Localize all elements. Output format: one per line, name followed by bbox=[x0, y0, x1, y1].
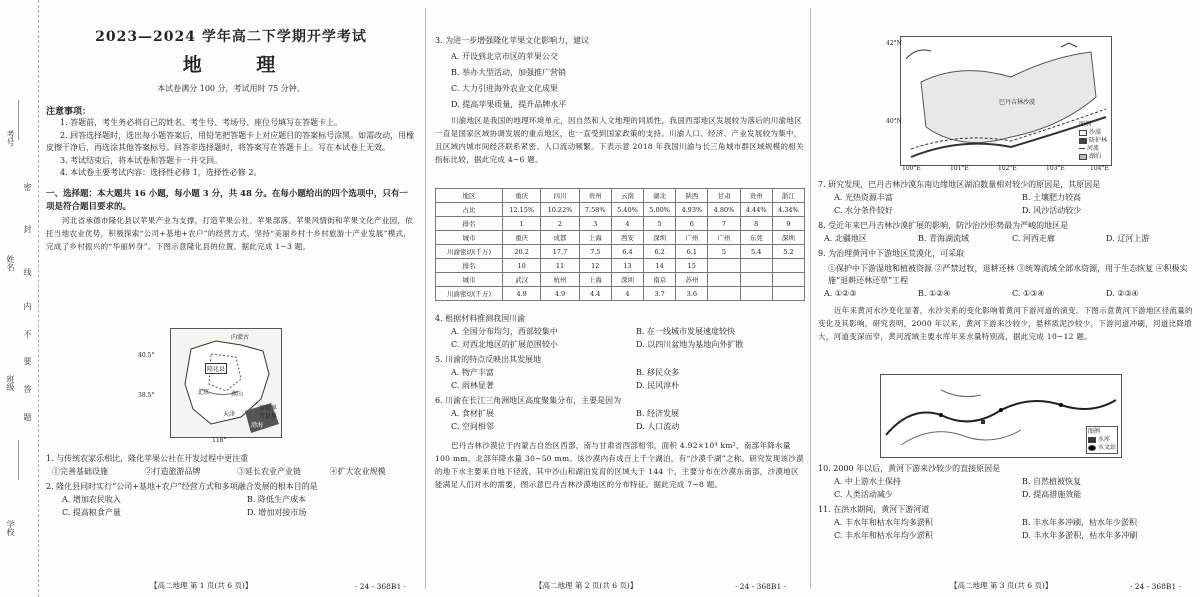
option: B. 移民众多 bbox=[636, 368, 679, 377]
passage-1: 河北省承德市隆化县以苹果产业为支撑，打造苹果公社、苹果部落、苹果风情街和苹果文化产业园，依托当地农业优势，积极探索“公司+基地+农户”的经营方式，坚持“美丽乡村十乡村旅游十产业发展”模式，完成了乡村振兴的“华丽转身”。下图示意隆化县的位置。据此完成 1~3 题。 bbox=[46, 215, 413, 251]
option: A. 全国分布均匀，西部较集中 bbox=[451, 327, 558, 336]
table-cell: 贵州 bbox=[579, 189, 611, 203]
table-cell bbox=[740, 259, 772, 273]
map-label: 天津 bbox=[223, 411, 236, 418]
legend-item: 湖泊 bbox=[1088, 153, 1101, 160]
page-footer: 【高二地理 第 1 页(共 6 页)】 bbox=[150, 581, 253, 590]
page-1 bbox=[0, 0, 425, 597]
option: C. 雨林显著 bbox=[451, 381, 494, 390]
question-stem: 8. 受近年来巴丹吉林沙漠扩展的影响，防沙治沙形势最为严峻的地区是 bbox=[818, 221, 1069, 230]
table-cell: 10.22% bbox=[541, 203, 579, 217]
cut-char: 封 bbox=[23, 225, 32, 233]
question-options bbox=[818, 475, 1194, 501]
table-cell: 城市 bbox=[436, 231, 503, 245]
question-options bbox=[818, 287, 1194, 300]
note-item: 4. 本试卷主要考试内容：选择性必修 1，选择性必修 2。 bbox=[60, 168, 262, 177]
page-footer: 【高二地理 第 3 页(共 6 页)】 bbox=[950, 581, 1053, 590]
table-cell: 6.4 bbox=[611, 245, 643, 259]
question-options bbox=[435, 366, 805, 392]
table-cell: 5.40% bbox=[611, 203, 643, 217]
table-cell: 17.7 bbox=[541, 245, 579, 259]
lon-label: 100°E bbox=[902, 165, 921, 172]
option: ④扩大农业规模 bbox=[329, 467, 386, 476]
exam-title: 2023—2024 学年高二下学期开学考试 bbox=[95, 29, 367, 45]
map-legend bbox=[1079, 121, 1107, 161]
table-cell: 湖北 bbox=[644, 189, 676, 203]
option: A. 增加农民收入 bbox=[62, 495, 121, 504]
question-stem: 5. 川渝的特点反映出其发展地 bbox=[435, 355, 542, 364]
option: D. 辽河上游 bbox=[1106, 234, 1150, 243]
passage-4: 近年来黄河水沙变化显著，水沙关系的变化影响着黄河下游河道的演变。下图示意黄河下游地区径流量的变化及其影响，研究表明，2000 年以来，黄河下游来沙较少，悬移质泥沙较少，下游河道冲刷，河道比降增大，河道变深而窄，黄河流域主要水库年来水量特别高，据此完成 10~12 题。 bbox=[818, 306, 1193, 341]
cut-char: 内 bbox=[23, 302, 32, 310]
question-stem: 6. 川渝在长江三角洲地区高度聚集分布，主要是因为 bbox=[435, 396, 622, 405]
option: D. 提高苹果质量，提升品牌水平 bbox=[451, 100, 567, 109]
subject-title: 地 理 bbox=[182, 54, 300, 76]
table-cell: 川渝密切(千万) bbox=[436, 245, 503, 259]
table-cell: 8 bbox=[740, 217, 772, 231]
option: ②打造旅游品牌 bbox=[144, 467, 201, 476]
option: B. 自然植被恢复 bbox=[1022, 477, 1081, 486]
table-cell: 云南 bbox=[611, 189, 643, 203]
question-stem: 2. 隆化县同时实行“公司+基地+农户”经营方式和多项融合发展的根本目的是 bbox=[46, 482, 318, 491]
option: D. 增加对接市场 bbox=[247, 508, 307, 517]
table-cell: 陕西 bbox=[676, 189, 708, 203]
data-table bbox=[435, 188, 805, 301]
table-cell: 川渝密切(千万) bbox=[436, 287, 503, 301]
table-cell: 贵州 bbox=[740, 189, 772, 203]
table-cell bbox=[708, 259, 740, 273]
map-label: 北京 bbox=[197, 389, 210, 396]
school-label: 学校 bbox=[6, 520, 15, 536]
option: C. 对西北地区的扩展范围较小 bbox=[451, 340, 558, 349]
table-cell: 3.6 bbox=[676, 287, 708, 301]
table-cell: 5.00% bbox=[644, 203, 676, 217]
section-heading: 一、选择题：本大题共 16 小题，每小题 3 分，共 48 分。在每小题给出的四个选项中，只有一项是符合题目要求的。 bbox=[46, 188, 408, 212]
exam-meta: 本试卷满分 100 分，考试用时 75 分钟。 bbox=[157, 84, 305, 93]
option: C. 丰水年和枯水年均少淤积 bbox=[834, 531, 933, 540]
option: A. 丰水年和枯水年均多淤积 bbox=[834, 518, 933, 527]
class-label: 班级 bbox=[6, 375, 15, 391]
table-cell: 3.7 bbox=[644, 287, 676, 301]
table-cell: 南京 bbox=[644, 273, 676, 287]
table-row bbox=[436, 259, 805, 273]
table-cell: 7 bbox=[708, 217, 740, 231]
question-options bbox=[818, 191, 1194, 217]
lon-label: 102°E bbox=[998, 165, 1017, 172]
table-cell: 广州 bbox=[708, 231, 740, 245]
legend-title: 图例 bbox=[1087, 428, 1100, 435]
question-stem: 9. 为治理黄河中下游地区荒漠化，可采取 bbox=[818, 249, 965, 258]
legend-item: 防护林 bbox=[1088, 137, 1107, 144]
table-cell: 占比 bbox=[436, 203, 503, 217]
table-cell: 东莞 bbox=[740, 231, 772, 245]
option: D. 人口流动 bbox=[636, 422, 680, 431]
table-row bbox=[436, 273, 805, 287]
table-cell bbox=[740, 273, 772, 287]
cut-char: 密 bbox=[23, 183, 32, 191]
option: C. 人类活动减少 bbox=[834, 490, 893, 499]
option: D. 提高措施效能 bbox=[1022, 490, 1082, 499]
table-cell: 4.44% bbox=[740, 203, 772, 217]
question-stem: 4. 根据材料推测我国川渝 bbox=[435, 314, 526, 323]
option: A. 物产丰富 bbox=[451, 368, 494, 377]
table-cell: 浙江 bbox=[772, 189, 804, 203]
map-legend: 省级界 bbox=[259, 405, 278, 412]
table-cell: 4.34% bbox=[772, 203, 804, 217]
lat-label: 42°N bbox=[886, 40, 902, 47]
table-cell: 重庆 bbox=[503, 231, 541, 245]
table-cell bbox=[740, 287, 772, 301]
table-cell: 4 bbox=[611, 287, 643, 301]
option: D. 民风淳朴 bbox=[636, 381, 680, 390]
note-item: 1. 答题前，考生务必将自己的姓名、考生号、考场号、座位号填写在答题卡上。 bbox=[60, 118, 343, 127]
table-cell: 杭州 bbox=[541, 273, 579, 287]
table-cell: 5 bbox=[644, 217, 676, 231]
table-cell: 10 bbox=[503, 259, 541, 273]
table-cell: 4.9 bbox=[503, 287, 541, 301]
page-code: · 24 - 368B1 · bbox=[1130, 582, 1181, 591]
table-cell: 4 bbox=[611, 217, 643, 231]
table-cell: 4.4 bbox=[579, 287, 611, 301]
table-cell: 4.9 bbox=[541, 287, 579, 301]
table-cell: 重庆 bbox=[503, 189, 541, 203]
table-cell: 4.80% bbox=[708, 203, 740, 217]
exam-number-label: 考号 bbox=[6, 130, 15, 146]
option: C. 水分条件较好 bbox=[834, 206, 893, 215]
lon-label: 104°E bbox=[1090, 165, 1109, 172]
page-3 bbox=[810, 0, 1200, 597]
table-row bbox=[436, 203, 805, 217]
cut-char: 答 bbox=[23, 385, 32, 393]
table-cell: 6 bbox=[676, 217, 708, 231]
table-row bbox=[436, 245, 805, 259]
option: B. ①②④ bbox=[918, 289, 951, 298]
table-cell: 6.1 bbox=[676, 245, 708, 259]
option: C. 空间相邻 bbox=[451, 422, 494, 431]
option: A. 中上游水土保持 bbox=[834, 477, 901, 486]
table-cell: 深圳 bbox=[772, 231, 804, 245]
table-row bbox=[436, 189, 805, 203]
cut-char: 要 bbox=[23, 357, 32, 365]
lon-label: 118° bbox=[212, 437, 227, 444]
question-stem: 7. 研究发现，巴丹吉林沙漠东南边缘地区湖泊数量相对较少的原因是，其原因是 bbox=[818, 180, 1101, 189]
table-cell: 15 bbox=[676, 259, 708, 273]
option: D. ②③④ bbox=[1106, 289, 1139, 298]
option: ③延长农业产业链 bbox=[237, 467, 301, 476]
table-row bbox=[436, 217, 805, 231]
table-cell: 深圳 bbox=[611, 273, 643, 287]
table-cell bbox=[708, 273, 740, 287]
question-options bbox=[435, 325, 805, 351]
lat-label: 40.5° bbox=[138, 352, 155, 359]
option: ①完善基础设施 bbox=[52, 467, 108, 476]
option: B. 经济发展 bbox=[636, 409, 679, 418]
longhua-map-svg bbox=[171, 329, 281, 437]
questions-1-2 bbox=[46, 450, 416, 519]
option: A. 光热资源丰富 bbox=[834, 193, 893, 202]
table-cell: 四川 bbox=[541, 189, 579, 203]
option: A. 食材扩展 bbox=[451, 409, 494, 418]
legend-item: 河流 bbox=[1086, 145, 1099, 152]
option: B. 土壤肥力较高 bbox=[1022, 193, 1081, 202]
question-options bbox=[46, 493, 416, 519]
binding-margin bbox=[0, 0, 39, 597]
option: B. 青海湖流域 bbox=[918, 234, 969, 243]
page-code: · 24 - 368B1 · bbox=[735, 582, 786, 591]
option: D. 丰水年多淤积，枯水年多冲刷 bbox=[1022, 531, 1138, 540]
passage-2: 川渝地区是我国的地理环境单元，因自然和人文地理的同质性，我国西部地区发展较为落后的川渝地区一直是国家区域协调发展的重点地区，也一直受到国家政策的支持。川渝人口、经济、产业发展较为集中，且区域内城市间经济联系紧密、人口流动频繁。下表示意 2018 年我国川渝与长三角城市群区域规模的相关指标比较，据此完成 4~6 题。 bbox=[435, 116, 804, 164]
legend-item: 水文站 bbox=[1097, 444, 1116, 451]
legend-title: 图例 bbox=[1078, 121, 1091, 128]
page-footer: 【高二地理 第 2 页(共 6 页)】 bbox=[535, 581, 638, 590]
name-label: 姓名 bbox=[6, 255, 15, 271]
table-row bbox=[436, 287, 805, 301]
table-cell: 7.58% bbox=[579, 203, 611, 217]
table-cell: 上海 bbox=[579, 273, 611, 287]
page-code: · 24 - 368B1 · bbox=[355, 582, 406, 591]
table-cell: 地区 bbox=[436, 189, 503, 203]
badain-jaran-map bbox=[900, 36, 1112, 166]
option: D. 以四川盆地为基地向外扩散 bbox=[636, 340, 744, 349]
table-cell: 上海 bbox=[579, 231, 611, 245]
question-text: ①保护中下游湿地和植被资源 ②严禁过牧，退耕还林 ③统筹流域全部水资源，用于生态恢复 ④积极实施“退耕还林还草”工程 bbox=[828, 264, 1188, 285]
table-cell: 广州 bbox=[676, 231, 708, 245]
option: C. 大力引进海外农业文化成果 bbox=[451, 84, 558, 93]
option: A. 北疆地区 bbox=[824, 234, 867, 243]
longhua-location-map bbox=[170, 328, 282, 438]
question-stem: 10. 2000 年以后，黄河下游来沙较少的直接原因是 bbox=[818, 464, 1001, 473]
lon-label: 101°E bbox=[950, 165, 969, 172]
option: C. 提高粮食产量 bbox=[62, 508, 121, 517]
question-stem: 3. 为进一步增强隆化苹果文化影响力，建议 bbox=[435, 36, 590, 45]
lat-label: 40°N bbox=[886, 118, 902, 125]
notes-heading: 注意事项： bbox=[46, 107, 92, 117]
table-cell: 苏州 bbox=[676, 273, 708, 287]
question-options bbox=[46, 465, 416, 478]
map-label: 燕山 bbox=[231, 391, 244, 398]
desert-label: 巴丹吉林沙漠 bbox=[999, 99, 1036, 106]
table-cell: 排名 bbox=[436, 217, 503, 231]
option: C. 河西走廊 bbox=[1012, 234, 1055, 243]
table-cell: 西安 bbox=[611, 231, 643, 245]
table-cell bbox=[708, 287, 740, 301]
option: B. 举办大型活动，加强推广营销 bbox=[451, 68, 566, 77]
map-label: 内蒙古 bbox=[231, 334, 250, 341]
legend-item: 水库 bbox=[1097, 436, 1110, 443]
cut-char: 题 bbox=[23, 413, 32, 421]
table-cell: 排名 bbox=[436, 259, 503, 273]
legend-item: 沙漠 bbox=[1088, 129, 1101, 136]
table-cell: 13 bbox=[611, 259, 643, 273]
table-cell: 深圳 bbox=[644, 231, 676, 245]
question-options bbox=[818, 516, 1194, 542]
option: B. 降低生产成本 bbox=[247, 495, 306, 504]
table-cell: 12 bbox=[579, 259, 611, 273]
option: A. 开设到北京市区的苹果公交 bbox=[451, 52, 558, 61]
table-cell: 11 bbox=[541, 259, 579, 273]
lon-label: 103°E bbox=[1046, 165, 1065, 172]
question-options bbox=[435, 407, 805, 433]
table-cell bbox=[772, 287, 804, 301]
yellow-river-map bbox=[880, 374, 1122, 458]
map-label-highlight: 隆化县 bbox=[205, 363, 227, 374]
cut-char: 不 bbox=[23, 330, 32, 338]
question-stem: 1. 与传统农家乐相比，隆化苹果公社在开发过程中更注重 bbox=[46, 454, 249, 463]
map-legend bbox=[1086, 426, 1118, 454]
table-cell: 武汉 bbox=[503, 273, 541, 287]
option: D. 风沙活动较少 bbox=[1022, 206, 1082, 215]
table-cell: 12.15% bbox=[503, 203, 541, 217]
option: C. ①③④ bbox=[1012, 289, 1045, 298]
table-cell: 6.2 bbox=[644, 245, 676, 259]
table-cell: 9 bbox=[772, 217, 804, 231]
table-cell: 城市 bbox=[436, 273, 503, 287]
page-2 bbox=[425, 0, 810, 597]
table-cell: 甘肃 bbox=[708, 189, 740, 203]
table-cell: 1 bbox=[503, 217, 541, 231]
note-item: 3. 考试结束后，将本试卷和答题卡一并交回。 bbox=[60, 155, 223, 165]
table-cell: 4.93% bbox=[676, 203, 708, 217]
table-cell bbox=[772, 273, 804, 287]
passage-3: 巴丹吉林沙漠位于内蒙古自治区西部，南与甘肃省西部相邻，面积 4.92×10⁴ km²，南部年降水量 100 mm，北部年降水量 30~50 mm。该沙漠内有成百上千个湖泊，有“沙漠千湖”之称。研究发现该沙漠的地下水主要来自地下径流，其中沙山和湖泊发育的区域大于 144 个，主要分布在沙漠东南部，沙漠地区能满足人们对水的需要，图示意巴丹吉林沙漠地区的分布特征。据此完成 7~8 题。 bbox=[435, 441, 804, 489]
option: B. 在一线城市发展速度较快 bbox=[636, 327, 735, 336]
table-cell: 5.4 bbox=[740, 245, 772, 259]
map-legend: 市县界 bbox=[259, 413, 278, 420]
option: A. ①②③ bbox=[824, 289, 857, 298]
table-cell: 3 bbox=[579, 217, 611, 231]
table-cell: 7.5 bbox=[579, 245, 611, 259]
table-cell: 成都 bbox=[541, 231, 579, 245]
option: B. 丰水年多冲刷，枯水年少淤积 bbox=[1022, 518, 1137, 527]
table-cell: 20.2 bbox=[503, 245, 541, 259]
table-cell: 5.2 bbox=[772, 245, 804, 259]
note-item: 2. 回答选择题时，选出每小题答案后，用铅笔把答题卡上对应题目的答案标号涂黑。如需改动，用橡皮擦干净后，再选涂其他答案标号。回答非选择题时，将答案写在答题卡上。写在本试卷上无效。 bbox=[46, 130, 415, 152]
table-cell bbox=[772, 259, 804, 273]
question-stem: 11. 在洪水期间，黄河下游河道 bbox=[818, 505, 930, 514]
map-label: 渤海 bbox=[251, 422, 264, 429]
table-cell: 2 bbox=[541, 217, 579, 231]
lat-label: 38.5° bbox=[138, 392, 155, 399]
question-options bbox=[818, 232, 1194, 245]
table-row bbox=[436, 231, 805, 245]
table-cell: 14 bbox=[644, 259, 676, 273]
table-cell: 5 bbox=[708, 245, 740, 259]
cut-char: 线 bbox=[23, 268, 32, 276]
